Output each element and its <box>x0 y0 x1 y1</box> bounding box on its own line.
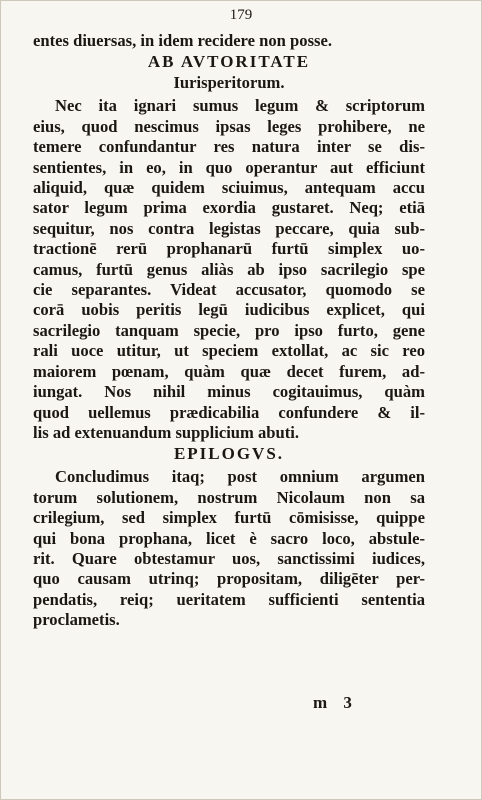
text-line: quod uellemus prædicabilia confundere & il- <box>33 402 425 422</box>
text-line: crilegium, sed simplex furtū cōmisisse, quippe <box>33 508 425 528</box>
text-line: quo causam utrinq; propositam, diligēter per- <box>33 569 425 589</box>
text-line: rit. Quare obtestamur uos, sanctissimi iudices, <box>33 548 425 568</box>
text-line: sacrilegio tanquam specie, pro ipso furto, gene <box>33 320 425 340</box>
text-line: temere confundantur res natura inter se dis- <box>33 137 425 157</box>
text-line: proclametis. <box>33 610 120 630</box>
text-line: cie separantes. Videat accusator, quomodo se <box>33 280 425 300</box>
text-line: maiorem pœnam, quàm quæ decet furem, ad- <box>33 361 425 381</box>
text-line: lis ad extenuandum supplicium abuti. <box>33 422 300 442</box>
text-block <box>33 31 425 631</box>
text-line: Concludimus itaq; post omnium argumen <box>55 467 425 487</box>
text-line: sator legum prima exordia gustaret. Neq; etiā <box>33 198 425 218</box>
text-line: sentientes, in eo, in quo operantur aut efficiunt <box>33 157 425 177</box>
page-number: 179 <box>229 7 253 23</box>
epilogue-heading: EPILOGVS. <box>173 444 285 464</box>
text-line: torum solutionem, nostrum Nicolaum non sa <box>33 487 425 507</box>
paragraph-epilogue <box>33 467 425 630</box>
text-line: sequitur, nos contra legistas peccare, quia sub- <box>33 218 425 238</box>
text-line: pendatis, reiq; ueritatem sufficienti sententia <box>33 589 425 609</box>
paragraph-authority <box>33 96 425 443</box>
text-line: eius, quod nescimus ipsas leges prohibere, ne <box>33 116 425 136</box>
text-line: tractionē rerū prophanarū furtū simplex uo- <box>33 239 425 259</box>
section-subheading: Iurisperitorum. <box>173 73 285 93</box>
text-line: qui bona prophana, licet è sacro loco, abstule- <box>33 528 425 548</box>
text-line: iungat. Nos nihil minus cogitauimus, quàm <box>33 382 425 402</box>
text-line: rali uoce utitur, ut speciem extollat, ac sic reo <box>33 341 425 361</box>
text-line: camus, furtū genus aliàs ab ipso sacrilegio spe <box>33 259 425 279</box>
section-heading: AB AVTORITATE <box>147 52 311 72</box>
opening-line: entes diuersas, in idem recidere non posse. <box>33 31 332 50</box>
text-line: Nec ita ignari sumus legum & scriptorum <box>55 96 425 116</box>
text-line: aliquid, quæ quidem sciuimus, antequam accu <box>33 178 425 198</box>
signature-mark: m 3 <box>313 693 358 712</box>
text-line: corā uobis peritis legū iudicibus explicet, qui <box>33 300 425 320</box>
